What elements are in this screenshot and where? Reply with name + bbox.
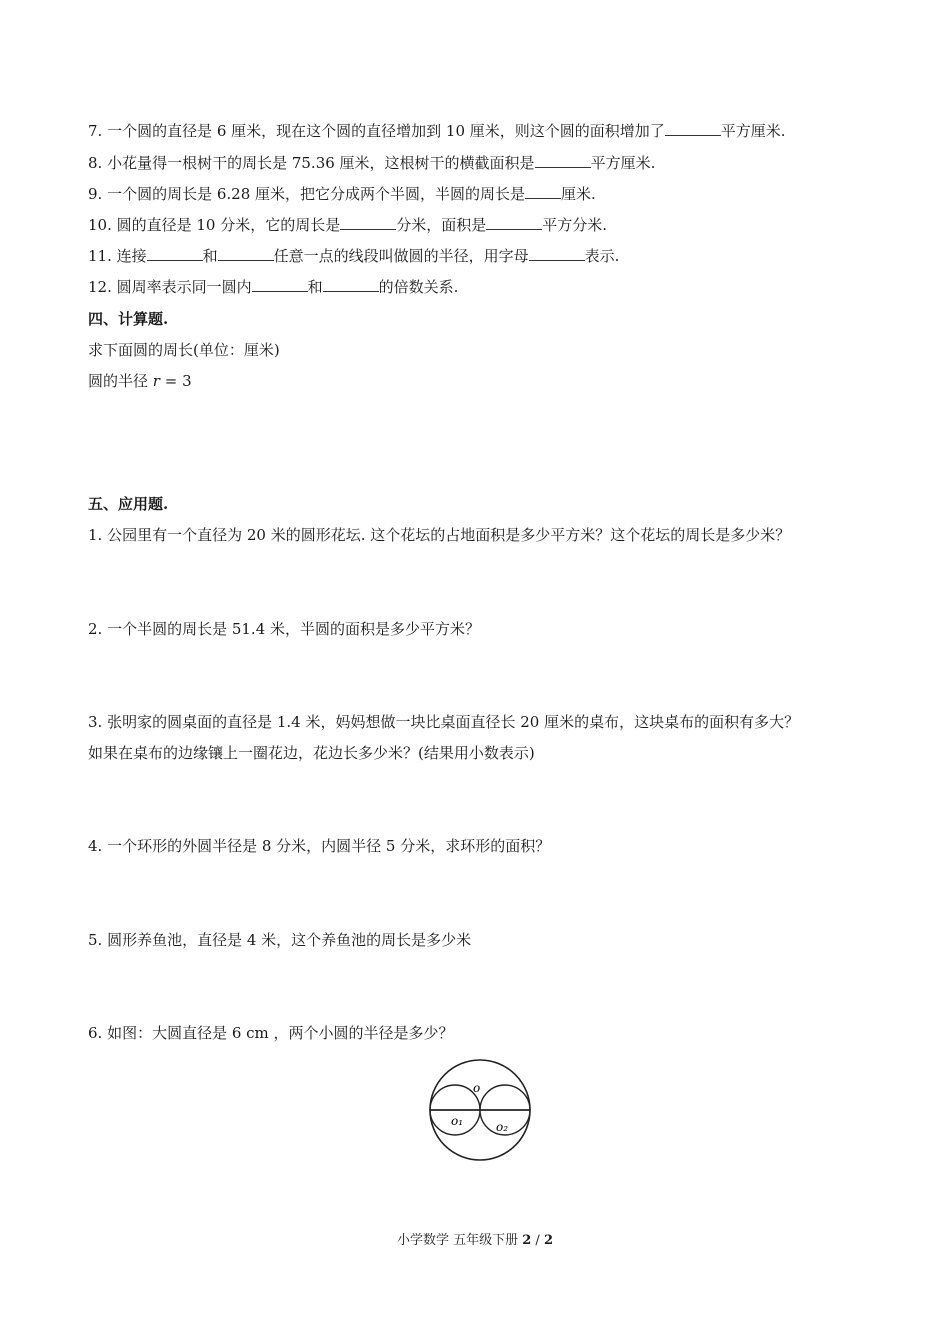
answer-blank[interactable] [218,246,274,261]
question-text: 平方厘米. [590,154,656,172]
question-text: 7. 一个圆的直径是 6 厘米，现在这个圆的直径增加到 10 厘米，则这个圆的面积增加了 [88,122,665,140]
question-9 [88,184,596,204]
question-text: 和 [307,278,323,296]
answer-blank[interactable] [486,215,542,230]
circles-figure [424,1059,536,1167]
apply-question-3-line1: 3. 张明家的圆桌面的直径是 1.4 米，妈妈想做一块比桌面直径长 20 厘米的桌布，这块桌布的面积有多大？ [88,713,800,731]
radius-value: = 3 [164,372,192,390]
question-text: 平方厘米. [720,122,786,140]
footer-text: 小学数学 五年级下册 [396,1233,523,1248]
question-11 [88,246,619,266]
apply-question-1: 1. 公园里有一个直径为 20 米的圆形花坛. 这个花坛的占地面积是多少平方米？这个花坛的周长是多少米？ [88,526,791,544]
page-total: 2 [543,1233,553,1248]
apply-question-4: 4. 一个环形的外圆半径是 8 分米，内圆半径 5 分米，求环形的面积？ [88,837,551,855]
label-o: o [473,1081,481,1095]
question-text: 厘米. [561,185,596,203]
question-8 [88,153,655,173]
section-heading-calc: 四、计算题. [88,310,169,328]
question-12 [88,277,458,297]
question-text: 表示. [584,247,620,265]
question-text: 分米，面积是 [396,216,487,234]
section-heading-apply: 五、应用题. [88,495,169,513]
question-text: 10. 圆的直径是 10 分米，它的周长是 [88,216,341,234]
apply-question-2: 2. 一个半圆的周长是 51.4 米，半圆的面积是多少平方米？ [88,620,481,638]
answer-blank[interactable] [323,277,379,292]
question-text: 12. 圆周率表示同一圆内 [88,278,252,296]
page-number: 2 [522,1233,532,1248]
answer-blank[interactable] [535,153,591,168]
label-o1: o₁ [451,1114,464,1128]
page-footer [0,1229,950,1248]
page-separator: / [531,1233,544,1248]
question-7 [88,121,786,141]
question-text: 平方分米. [542,216,608,234]
question-text: 和 [202,247,218,265]
answer-blank[interactable] [252,277,308,292]
apply-question-3-line2: 如果在桌布的边缘镶上一圈花边，花边长多少米？(结果用小数表示) [88,744,535,762]
radius-prefix: 圆的半径 [88,372,149,390]
answer-blank[interactable] [147,246,203,261]
answer-blank[interactable] [665,121,721,136]
question-text: 11. 连接 [88,247,147,265]
question-text: 的倍数关系. [378,278,459,296]
question-10 [88,215,607,235]
radius-variable: r [152,372,160,390]
apply-question-6: 6. 如图：大圆直径是 6 cm ，两个小圆的半径是多少？ [88,1024,454,1042]
question-text: 任意一点的线段叫做圆的半径，用字母 [273,247,529,265]
question-text: 8. 小花量得一根树干的周长是 75.36 厘米，这根树干的横截面积是 [88,154,535,172]
answer-blank[interactable] [525,184,561,199]
label-o2: o₂ [496,1120,509,1134]
calc-instruction: 求下面圆的周长(单位：厘米) [88,341,280,359]
calc-radius [88,371,192,391]
answer-blank[interactable] [340,215,396,230]
answer-blank[interactable] [529,246,585,261]
apply-question-5: 5. 圆形养鱼池，直径是 4 米，这个养鱼池的周长是多少米 [88,931,472,949]
question-text: 9. 一个圆的周长是 6.28 厘米，把它分成两个半圆，半圆的周长是 [88,185,526,203]
